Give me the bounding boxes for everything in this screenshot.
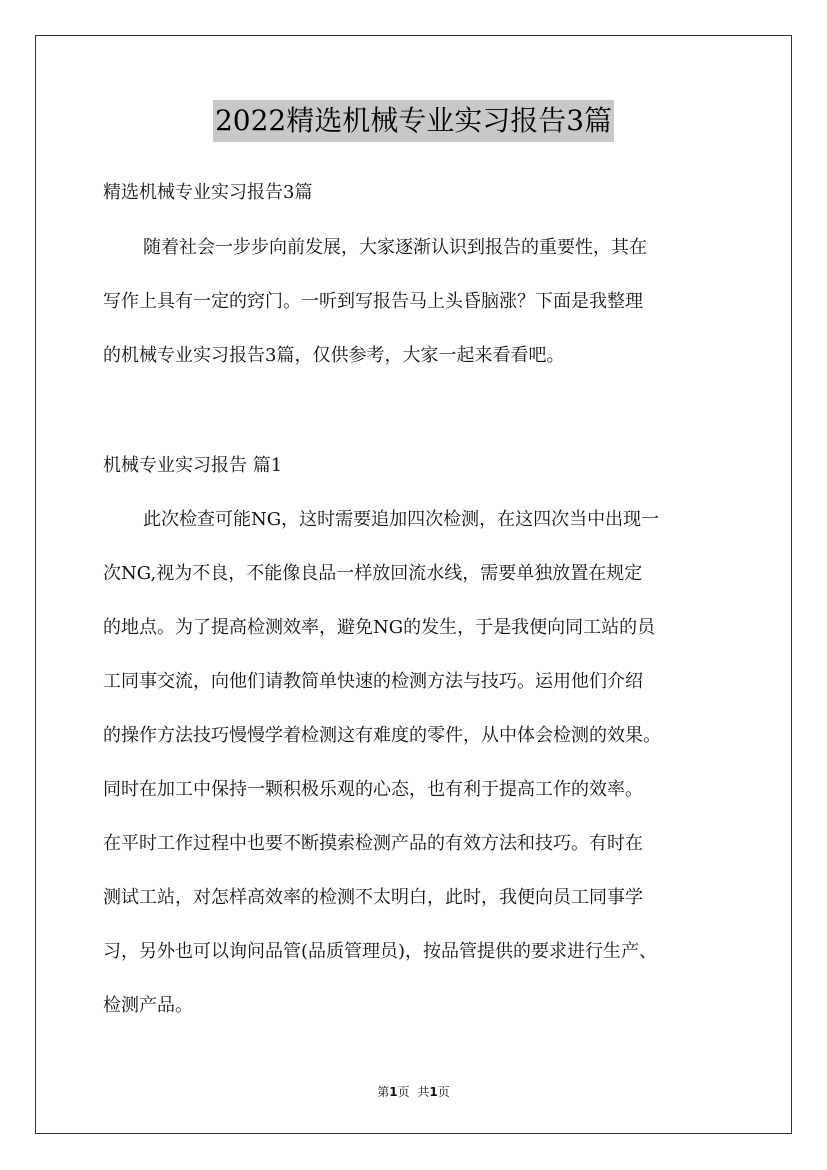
body-line-5: 的操作方法技巧慢慢学着检测这有难度的零件，从中体会检测的效果。 [103, 725, 661, 746]
body-line-9: 习，另外也可以询问品管(品质管理员)，按品管提供的要求进行生产、 [103, 941, 658, 962]
document-subtitle: 精选机械专业实习报告3篇 [103, 182, 313, 203]
body-line-1: 此次检查可能NG，这时需要追加四次检测，在这四次当中出现一 [143, 509, 660, 530]
body-line-2: 次NG,视为不良，不能像良品一样放回流水线，需要单独放置在规定 [103, 563, 643, 584]
footer-page-prefix: 第 [377, 1085, 390, 1099]
body-line-8: 测试工站，对怎样高效率的检测不太明白，此时，我便向员工同事学 [103, 887, 643, 908]
footer-total-prefix: 共 [417, 1085, 430, 1099]
footer-page-suffix: 页 [397, 1085, 410, 1099]
page-footer [0, 1083, 827, 1100]
section-heading: 机械专业实习报告 篇1 [103, 455, 283, 476]
body-line-6: 同时在加工中保持一颗积极乐观的心态，也有利于提高工作的效率。 [103, 779, 643, 800]
intro-line-3: 的机械专业实习报告3篇，仅供参考，大家一起来看看吧。 [103, 345, 565, 366]
footer-total-number: 1 [429, 1085, 438, 1099]
footer-page-number: 1 [389, 1085, 398, 1099]
title-container [0, 100, 827, 142]
intro-line-2: 写作上具有一定的窍门。一听到写报告马上头昏脑涨？下面是我整理 [103, 291, 643, 312]
intro-line-1: 随着社会一步步向前发展，大家逐渐认识到报告的重要性，其在 [143, 237, 647, 258]
body-line-10: 检测产品。 [103, 995, 193, 1016]
document-title: 2022精选机械专业实习报告3篇 [213, 100, 614, 142]
body-line-4: 工同事交流，向他们请教简单快速的检测方法与技巧。运用他们介绍 [103, 671, 643, 692]
footer-total-suffix: 页 [437, 1085, 450, 1099]
body-line-3: 的地点。为了提高检测效率，避免NG的发生，于是我便向同工站的员 [103, 617, 656, 638]
body-line-7: 在平时工作过程中也要不断摸索检测产品的有效方法和技巧。有时在 [103, 833, 643, 854]
